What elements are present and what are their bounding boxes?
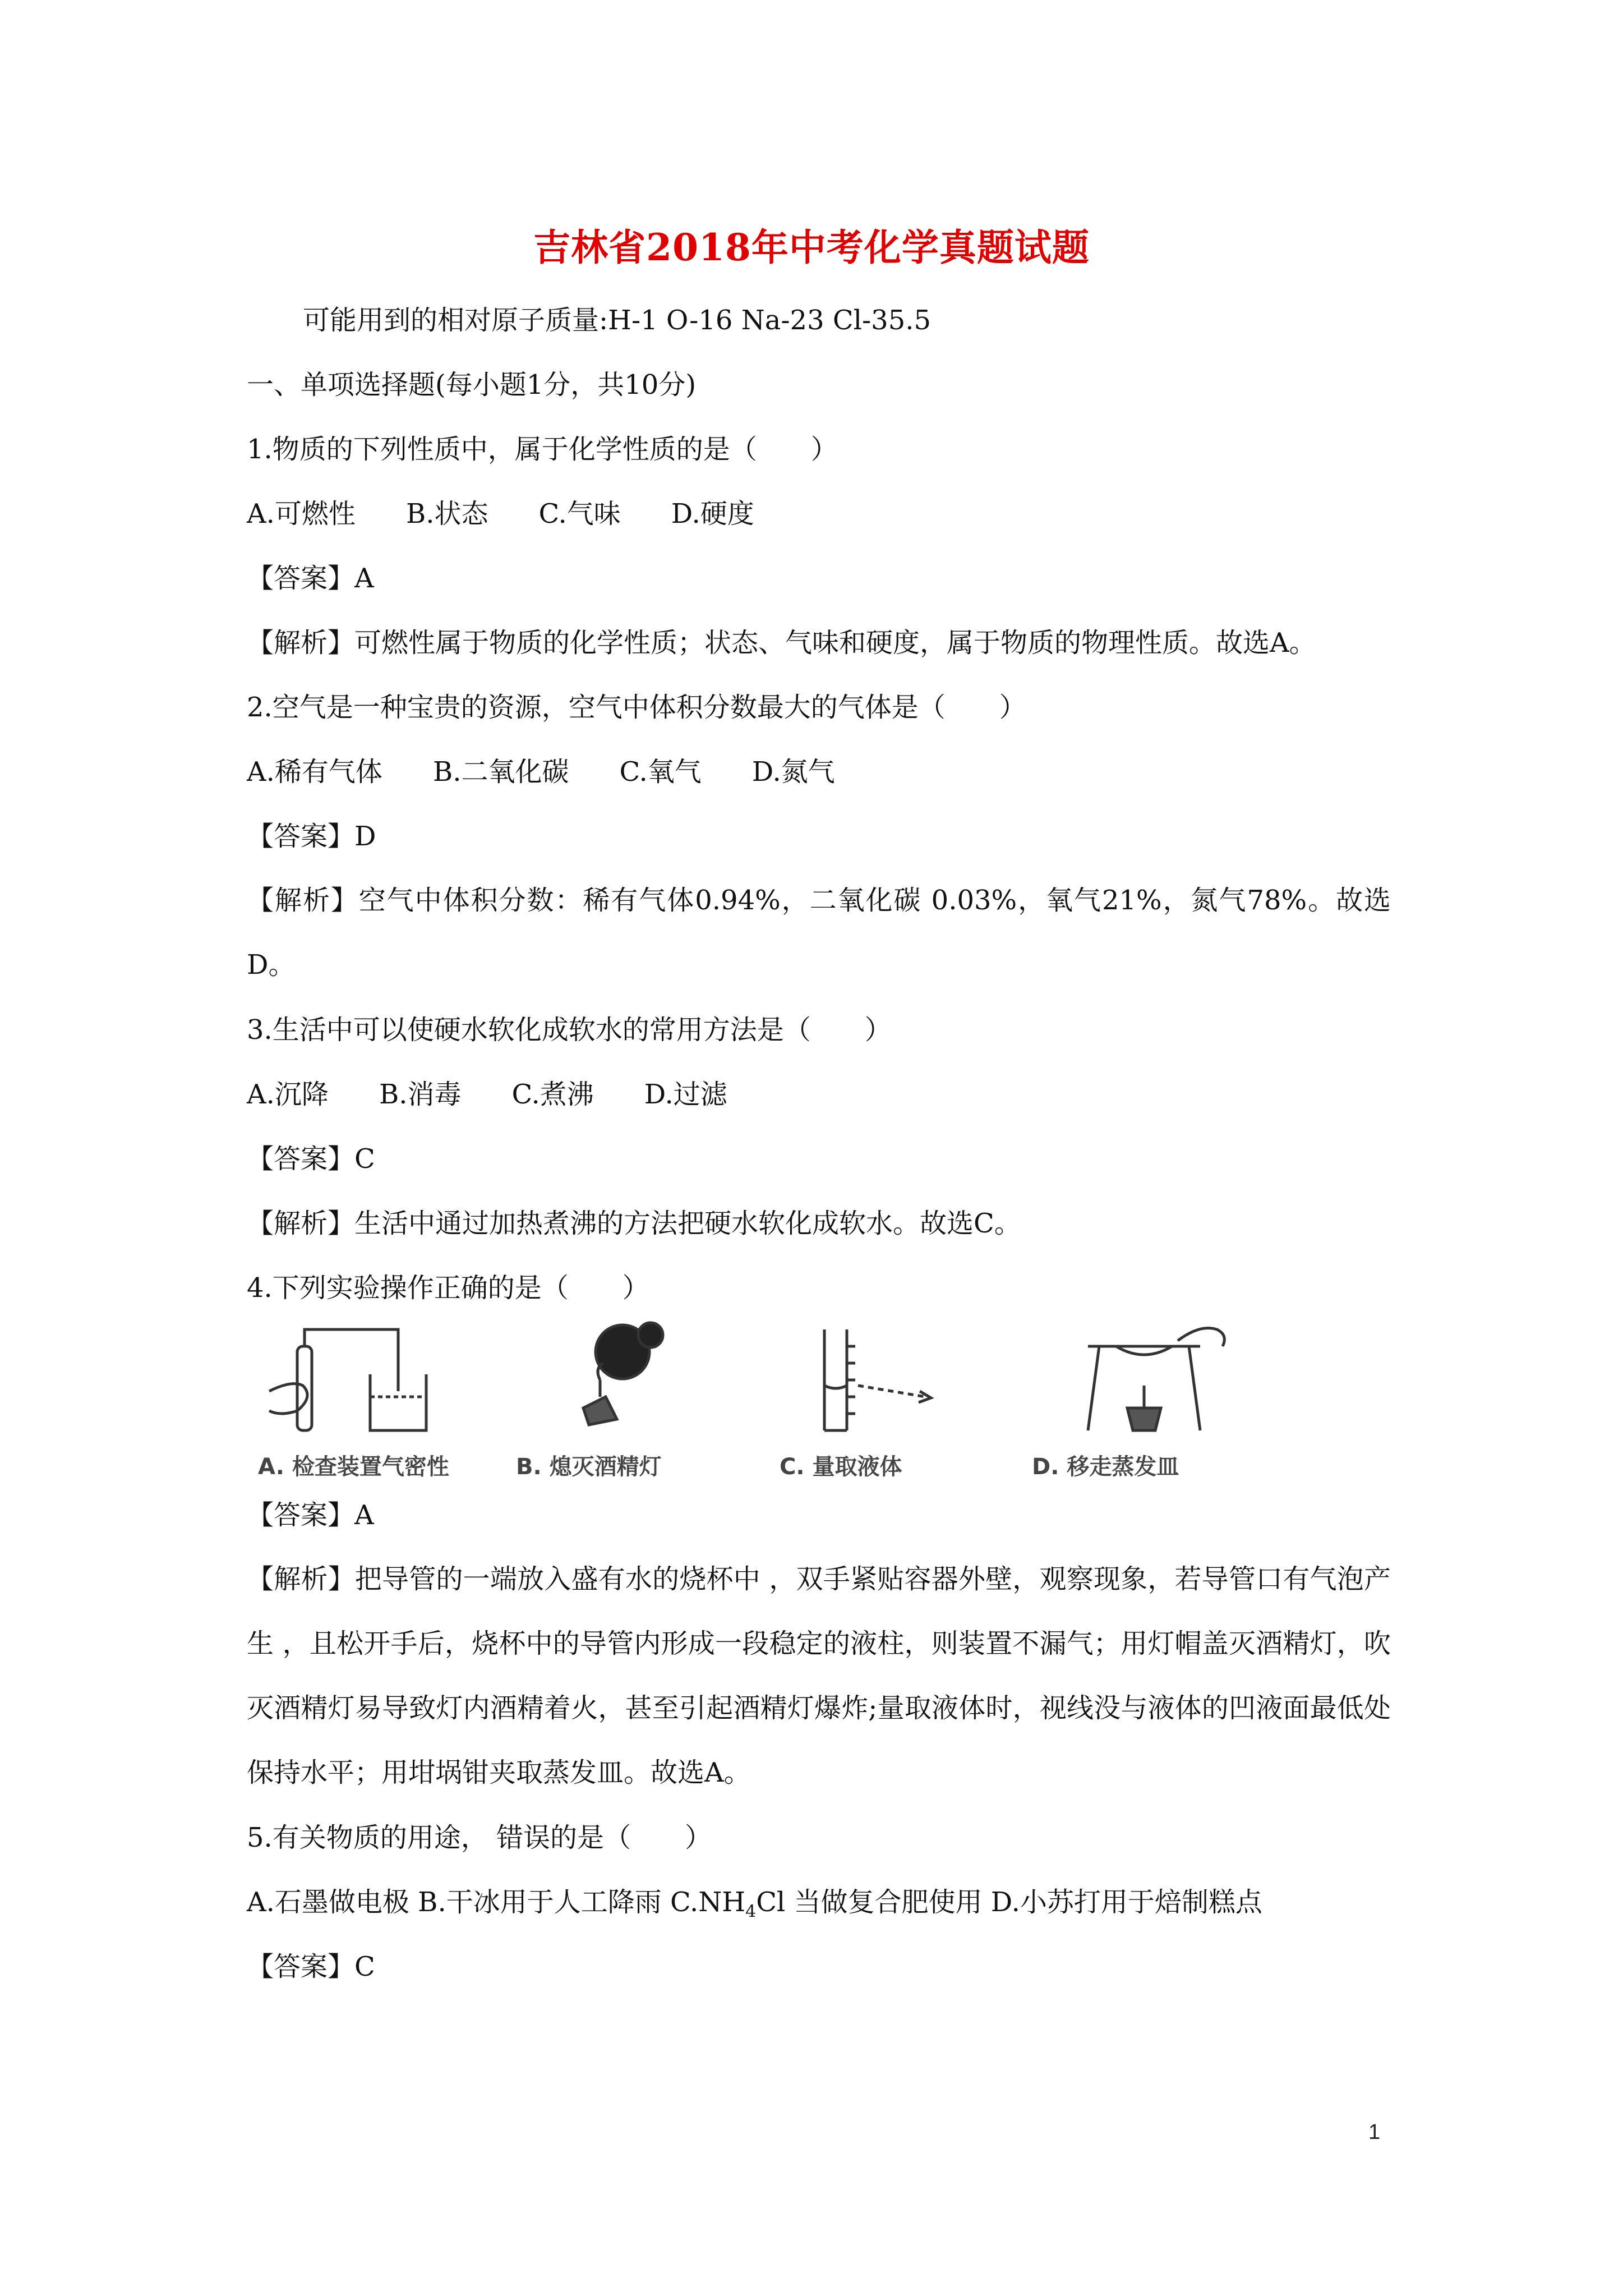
option-c: C.氧气 [619, 756, 702, 788]
option-c: C.气味 [538, 498, 621, 530]
figure-a-caption: A. 检查装置气密性 [258, 1454, 449, 1480]
measure-liquid-drawing [780, 1313, 1015, 1442]
experiment-figure [247, 1313, 1234, 1481]
question-2-stem: 2.空气是一种宝贵的资源，空气中体积分数最大的气体是（ ） [247, 692, 1026, 723]
blow-out-lamp-drawing [516, 1313, 751, 1442]
question-1-options [247, 496, 1391, 531]
question-3-answer: 【答案】C [247, 1143, 375, 1175]
question-5-options-prefix: A.石墨做电极 B.干冰用于人工降雨 C.NH [247, 1887, 746, 1918]
question-4-answer: 【答案】A [247, 1499, 374, 1531]
question-2-answer: 【答案】D [247, 821, 376, 852]
section-heading: 一、单项选择题(每小题1分，共10分) [247, 369, 697, 401]
question-5-options-subscript: 4 [745, 1902, 757, 1922]
question-2-analysis: 【解析】空气中体积分数：稀有气体0.94%，二氧化碳 0.03%，氧气21%，氮气78%。故选D。 [247, 885, 1391, 981]
question-1-stem: 1.物质的下列性质中，属于化学性质的是（ ） [247, 434, 838, 465]
question-3-options [247, 1077, 1391, 1112]
figure-d [1032, 1313, 1279, 1481]
remove-dish-drawing [1032, 1313, 1279, 1442]
option-d: D.硬度 [671, 498, 754, 530]
figure-c-caption: C. 量取液体 [780, 1454, 902, 1480]
option-a: A.可燃性 [247, 498, 356, 530]
airtightness-check-drawing [258, 1313, 494, 1442]
figure-b-caption: B. 熄灭酒精灯 [516, 1454, 662, 1480]
question-3-stem: 3.生活中可以使硬水软化成软水的常用方法是（ ） [247, 1014, 892, 1046]
figure-a [258, 1313, 505, 1481]
figure-b [516, 1313, 763, 1481]
figure-c [780, 1313, 1026, 1481]
question-5-answer: 【答案】C [247, 1951, 375, 1982]
option-b: B.状态 [405, 498, 488, 530]
option-a: A.沉降 [247, 1079, 329, 1110]
question-5-stem: 5.有关物质的用途， 错误的是（ ） [247, 1822, 712, 1853]
page-title: 吉林省2018年中考化学真题试题 [533, 226, 1090, 269]
page-number: 1 [1368, 2120, 1381, 2144]
question-1-answer: 【答案】A [247, 563, 374, 594]
question-5-options-suffix: Cl 当做复合肥使用 D.小苏打用于焙制糕点 [756, 1887, 1262, 1918]
option-c: C.煮沸 [511, 1079, 594, 1110]
question-2-options [247, 754, 1391, 789]
question-4-analysis: 【解析】把导管的一端放入盛有水的烧杯中 ，双手紧贴容器外壁，观察现象，若导管口有气泡产生 ，且松开手后，烧杯中的导管内形成一段稳定的液柱，则装置不漏气；用灯帽盖灭酒精灯，吹灭酒精灯易导致灯内酒精着火，甚至引起酒精灯爆炸;量取液体时，视线没与液体的凹液面最低处保持水平；用坩埚钳夹取蒸发皿。故选A。 [247, 1563, 1391, 1788]
question-4-stem: 4.下列实验操作正确的是（ ） [247, 1272, 649, 1304]
atomic-mass-note: 可能用到的相对原子质量:H-1 O-16 Na-23 Cl-35.5 [303, 305, 932, 336]
option-b: B.二氧化碳 [432, 756, 569, 788]
question-3-analysis: 【解析】生活中通过加热煮沸的方法把硬水软化成软水。故选C。 [247, 1208, 1021, 1239]
option-a: A.稀有气体 [247, 756, 382, 788]
figure-d-caption: D. 移走蒸发皿 [1032, 1454, 1179, 1480]
option-b: B.消毒 [379, 1079, 462, 1110]
question-5-options [247, 1885, 1391, 1930]
option-d: D.氮气 [751, 756, 835, 788]
option-d: D.过滤 [644, 1079, 727, 1110]
question-1-analysis: 【解析】可燃性属于物质的化学性质；状态、气味和硬度，属于物质的物理性质。故选A。 [247, 627, 1316, 659]
